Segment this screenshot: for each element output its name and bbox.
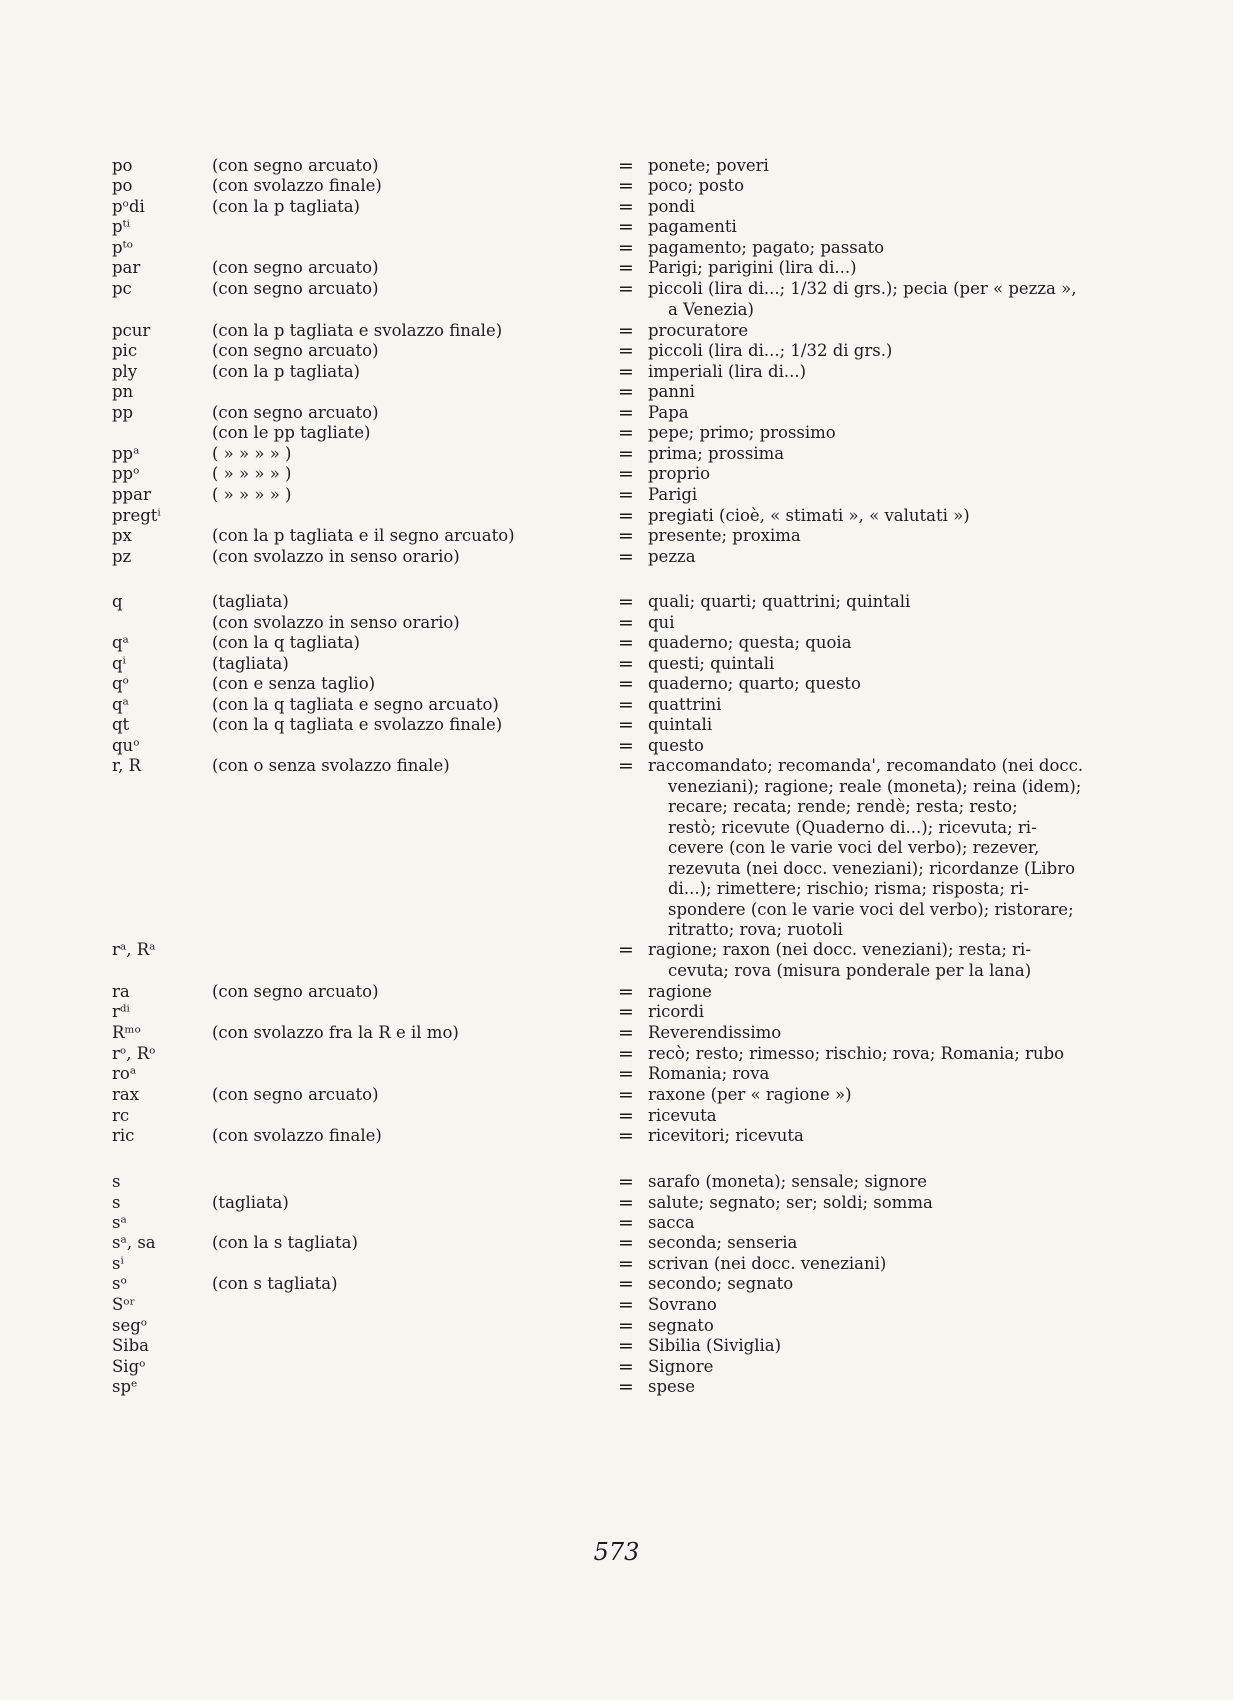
abbreviation-note: (con svolazzo finale): [212, 176, 382, 195]
meaning-continuation-row: [0, 899, 1233, 921]
abbreviation: ric: [112, 1126, 135, 1145]
abbreviation: rc: [112, 1106, 130, 1125]
page-number: 573: [593, 1538, 640, 1566]
equals-sign: =: [618, 422, 634, 444]
abbreviation-note: (tagliata): [212, 592, 289, 611]
entry-row: [0, 278, 1233, 300]
equals-sign: =: [618, 632, 634, 654]
abbreviation-note: ( » » » » ): [212, 464, 292, 483]
abbreviation: Sᵒʳ: [112, 1295, 136, 1314]
entry-row: [0, 1273, 1233, 1295]
abbreviation-note: (con la q tagliata): [212, 633, 360, 652]
entry-row: [0, 422, 1233, 444]
meaning: ragione: [648, 982, 712, 1001]
equals-sign: =: [618, 1294, 634, 1316]
entry-row: [0, 735, 1233, 757]
entry-row: [0, 1043, 1233, 1065]
meaning: Signore: [648, 1357, 714, 1376]
abbreviation-note: (tagliata): [212, 1193, 289, 1212]
meaning-continuation-row: [0, 299, 1233, 321]
meaning: ricordi: [648, 1002, 705, 1021]
abbreviation: rᵃ, Rᵃ: [112, 940, 156, 959]
abbreviation: s: [112, 1172, 121, 1191]
meaning: sacca: [648, 1213, 695, 1232]
abbreviation-note: (con svolazzo finale): [212, 1126, 382, 1145]
entry-row: [0, 546, 1233, 568]
meaning: quali; quarti; quattrini; quintali: [648, 592, 911, 611]
equals-sign: =: [618, 591, 634, 613]
equals-sign: =: [618, 1356, 634, 1378]
abbreviation: sⁱ: [112, 1254, 124, 1273]
meaning: pezza: [648, 547, 696, 566]
meaning-continuation-row: [0, 878, 1233, 900]
meaning-continuation-row: [0, 858, 1233, 880]
abbreviation: sᵃ, sa: [112, 1233, 156, 1252]
abbreviation: rᵈⁱ: [112, 1002, 130, 1021]
abbreviation-note: (con segno arcuato): [212, 403, 379, 422]
entry-row: [0, 755, 1233, 777]
abbreviation: po: [112, 176, 133, 195]
entry-row: [0, 1084, 1233, 1106]
equals-sign: =: [618, 320, 634, 342]
equals-sign: =: [618, 443, 634, 465]
equals-sign: =: [618, 1315, 634, 1337]
meaning: recò; resto; rimesso; rischio; rova; Romania; rubo: [648, 1044, 1065, 1063]
entry-row: [0, 653, 1233, 675]
abbreviation-note: (con segno arcuato): [212, 279, 379, 298]
meaning-continuation-row: [0, 960, 1233, 982]
abbreviation-note: (con svolazzo fra la R e il mo): [212, 1023, 459, 1042]
meaning: Parigi; parigini (lira di...): [648, 258, 857, 277]
abbreviation: qt: [112, 715, 130, 734]
equals-sign: =: [618, 1335, 634, 1357]
meaning: secondo; segnato: [648, 1274, 794, 1293]
meaning-continuation-row: [0, 796, 1233, 818]
meaning: procuratore: [648, 321, 749, 340]
entry-row: [0, 714, 1233, 736]
equals-sign: =: [618, 981, 634, 1003]
abbreviation-note: (con o senza svolazzo finale): [212, 756, 450, 775]
abbreviation-note: (con segno arcuato): [212, 1085, 379, 1104]
abbreviation: pregtⁱ: [112, 506, 161, 525]
equals-sign: =: [618, 1105, 634, 1127]
abbreviation: spᵉ: [112, 1377, 138, 1396]
abbreviation: pn: [112, 382, 134, 401]
entry-row: [0, 1294, 1233, 1316]
entry-row: [0, 1001, 1233, 1023]
equals-sign: =: [618, 525, 634, 547]
equals-sign: =: [618, 1376, 634, 1398]
meaning: sarafo (moneta); sensale; signore: [648, 1172, 927, 1191]
meaning: prima; prossima: [648, 444, 785, 463]
abbreviation-note: (con svolazzo in senso orario): [212, 547, 460, 566]
entry-row: [0, 175, 1233, 197]
meaning-continuation: cevere (con le varie voci del verbo); rezever,: [668, 838, 1040, 857]
equals-sign: =: [618, 1125, 634, 1147]
abbreviation-note: (con la p tagliata e svolazzo finale): [212, 321, 503, 340]
meaning: questo: [648, 736, 704, 755]
meaning-continuation-row: [0, 919, 1233, 941]
entry-row: [0, 1063, 1233, 1085]
abbreviation: Rᵐᵒ: [112, 1023, 141, 1042]
equals-sign: =: [618, 402, 634, 424]
meaning: raccomandato; recomanda', recomandato (nei docc.: [648, 756, 1084, 775]
equals-sign: =: [618, 1022, 634, 1044]
meaning: Papa: [648, 403, 689, 422]
entry-row: [0, 1315, 1233, 1337]
meaning-continuation: di...); rimettere; rischio; risma; risposta; ri-: [668, 879, 1029, 898]
abbreviation: pᵗᵒ: [112, 238, 133, 257]
meaning: panni: [648, 382, 695, 401]
abbreviation: pᵗⁱ: [112, 217, 130, 236]
meaning-continuation: cevuta; rova (misura ponderale per la lana): [668, 960, 1032, 980]
abbreviation: segᵒ: [112, 1316, 148, 1335]
meaning: ponete; poveri: [648, 156, 769, 175]
abbreviation: px: [112, 526, 132, 545]
equals-sign: =: [618, 694, 634, 716]
abbreviation: r, R: [112, 756, 141, 775]
entry-row: [0, 381, 1233, 403]
abbreviation: pc: [112, 279, 132, 298]
abbreviation-note: ( » » » » ): [212, 485, 292, 504]
equals-sign: =: [618, 612, 634, 634]
meaning: seconda; senseria: [648, 1233, 798, 1252]
abbreviation: qᵃ: [112, 695, 129, 714]
equals-sign: =: [618, 237, 634, 259]
entry-row: [0, 1022, 1233, 1044]
abbreviation: q: [112, 592, 123, 611]
abbreviation-note: (con la p tagliata e il segno arcuato): [212, 526, 515, 545]
equals-sign: =: [618, 735, 634, 757]
meaning: spese: [648, 1377, 696, 1396]
meaning: quaderno; quarto; questo: [648, 674, 861, 693]
meaning: Parigi: [648, 485, 698, 504]
equals-sign: =: [618, 755, 634, 777]
entry-row: [0, 402, 1233, 424]
abbreviation: qᵒ: [112, 674, 129, 693]
equals-sign: =: [618, 546, 634, 568]
meaning: Romania; rova: [648, 1064, 770, 1083]
abbreviation: par: [112, 258, 141, 277]
equals-sign: =: [618, 381, 634, 403]
entry-row: [0, 694, 1233, 716]
equals-sign: =: [618, 361, 634, 383]
equals-sign: =: [618, 1084, 634, 1106]
meaning: salute; segnato; ser; soldi; somma: [648, 1193, 933, 1212]
abbreviation-note: (con svolazzo in senso orario): [212, 613, 460, 632]
equals-sign: =: [618, 1212, 634, 1234]
meaning-continuation: spondere (con le varie voci del verbo); ristorare;: [668, 899, 1074, 919]
abbreviation-note: (con le pp tagliate): [212, 423, 371, 442]
equals-sign: =: [618, 340, 634, 362]
entry-row: [0, 196, 1233, 218]
meaning: quintali: [648, 715, 713, 734]
entry-row: [0, 1335, 1233, 1357]
equals-sign: =: [618, 1232, 634, 1254]
entry-row: [0, 525, 1233, 547]
meaning-continuation: rezevuta (nei docc. veneziani); ricordanze (Libro: [668, 858, 1076, 878]
meaning-continuation-row: [0, 817, 1233, 839]
abbreviation: s: [112, 1193, 121, 1212]
entry-row: [0, 484, 1233, 506]
entry-row: [0, 361, 1233, 383]
meaning: Reverendissimo: [648, 1023, 782, 1042]
abbreviation: ply: [112, 362, 138, 381]
equals-sign: =: [618, 1043, 634, 1065]
entry-row: [0, 155, 1233, 177]
meaning: questi; quintali: [648, 654, 775, 673]
meaning: piccoli (lira di...; 1/32 di grs.); pecia (per « pezza »,: [648, 279, 1077, 298]
meaning: pepe; primo; prossimo: [648, 423, 836, 442]
meaning: quattrini: [648, 695, 722, 714]
abbreviation: ppar: [112, 485, 151, 504]
meaning: Sibilia (Siviglia): [648, 1336, 782, 1355]
equals-sign: =: [618, 257, 634, 279]
meaning: ragione; raxon (nei docc. veneziani); resta; ri-: [648, 940, 1031, 959]
equals-sign: =: [618, 175, 634, 197]
entry-row: [0, 1232, 1233, 1254]
abbreviation-note: (con s tagliata): [212, 1274, 338, 1293]
entry-row: [0, 340, 1233, 362]
abbreviation: qᵃ: [112, 633, 129, 652]
meaning-continuation: restò; ricevute (Quaderno di...); ricevuta; ri-: [668, 817, 1037, 837]
equals-sign: =: [618, 1001, 634, 1023]
equals-sign: =: [618, 196, 634, 218]
entry-row: [0, 1253, 1233, 1275]
abbreviation-note: (con la q tagliata e svolazzo finale): [212, 715, 503, 734]
equals-sign: =: [618, 463, 634, 485]
entry-row: [0, 1192, 1233, 1214]
entry-row: [0, 591, 1233, 613]
meaning: ricevitori; ricevuta: [648, 1126, 804, 1145]
meaning-continuation: recare; recata; rende; rendè; resta; resto;: [668, 797, 1018, 816]
abbreviation: Sigᵒ: [112, 1357, 146, 1376]
abbreviation-note: (tagliata): [212, 654, 289, 673]
entry-row: [0, 632, 1233, 654]
meaning: scrivan (nei docc. veneziani): [648, 1254, 887, 1273]
meaning: pregiati (cioè, « stimati », « valutati »): [648, 506, 970, 525]
equals-sign: =: [618, 653, 634, 675]
abbreviation: po: [112, 156, 133, 175]
equals-sign: =: [618, 216, 634, 238]
entry-row: [0, 1125, 1233, 1147]
abbreviation-note: (con segno arcuato): [212, 156, 379, 175]
meaning: qui: [648, 613, 675, 632]
meaning-continuation-row: [0, 837, 1233, 859]
meaning-continuation: a Venezia): [668, 299, 754, 319]
entry-row: [0, 257, 1233, 279]
meaning-continuation: veneziani); ragione; reale (moneta); reina (idem);: [668, 776, 1082, 796]
abbreviation: roᵃ: [112, 1064, 137, 1083]
meaning: proprio: [648, 464, 711, 483]
entry-row: [0, 612, 1233, 634]
abbreviation: quᵒ: [112, 736, 140, 755]
entry-row: [0, 443, 1233, 465]
abbreviation: sᵃ: [112, 1213, 127, 1232]
equals-sign: =: [618, 1192, 634, 1214]
entry-row: [0, 1171, 1233, 1193]
abbreviation: sᵒ: [112, 1274, 127, 1293]
meaning-continuation-row: [0, 776, 1233, 798]
abbreviation: pz: [112, 547, 132, 566]
meaning-continuation: ritratto; rova; ruotoli: [668, 920, 843, 939]
entry-row: [0, 505, 1233, 527]
equals-sign: =: [618, 1063, 634, 1085]
meaning: piccoli (lira di...; 1/32 di grs.): [648, 341, 893, 360]
meaning: pondi: [648, 197, 695, 216]
abbreviation: qⁱ: [112, 654, 126, 673]
equals-sign: =: [618, 939, 634, 961]
equals-sign: =: [618, 1253, 634, 1275]
entry-row: [0, 673, 1233, 695]
abbreviation-note: (con segno arcuato): [212, 982, 379, 1001]
abbreviation: pp: [112, 403, 134, 422]
abbreviation-note: (con segno arcuato): [212, 341, 379, 360]
equals-sign: =: [618, 714, 634, 736]
entry-row: [0, 1212, 1233, 1234]
equals-sign: =: [618, 155, 634, 177]
equals-sign: =: [618, 484, 634, 506]
abbreviation-note: (con la q tagliata e segno arcuato): [212, 695, 499, 714]
entry-row: [0, 216, 1233, 238]
abbreviation-note: (con la p tagliata): [212, 197, 360, 216]
entry-row: [0, 1376, 1233, 1398]
meaning: pagamenti: [648, 217, 737, 236]
abbreviation: rᵒ, Rᵒ: [112, 1044, 156, 1063]
abbreviation: pᵒdi: [112, 197, 145, 216]
entry-row: [0, 463, 1233, 485]
entry-row: [0, 320, 1233, 342]
meaning: Sovrano: [648, 1295, 717, 1314]
equals-sign: =: [618, 673, 634, 695]
meaning: presente; proxima: [648, 526, 801, 545]
meaning: ricevuta: [648, 1106, 717, 1125]
abbreviation-note: (con e senza taglio): [212, 674, 376, 693]
abbreviation: ppᵃ: [112, 444, 140, 463]
equals-sign: =: [618, 1171, 634, 1193]
equals-sign: =: [618, 1273, 634, 1295]
abbreviation: pcur: [112, 321, 151, 340]
entry-row: [0, 981, 1233, 1003]
meaning: imperiali (lira di...): [648, 362, 807, 381]
abbreviation-note: (con la p tagliata): [212, 362, 360, 381]
meaning: quaderno; questa; quoia: [648, 633, 852, 652]
abbreviation: pic: [112, 341, 138, 360]
equals-sign: =: [618, 278, 634, 300]
meaning: pagamento; pagato; passato: [648, 238, 885, 257]
abbreviation: rax: [112, 1085, 140, 1104]
meaning: segnato: [648, 1316, 714, 1335]
entry-row: [0, 939, 1233, 961]
equals-sign: =: [618, 505, 634, 527]
abbreviation: Siba: [112, 1336, 149, 1355]
meaning: poco; posto: [648, 176, 745, 195]
entry-row: [0, 1356, 1233, 1378]
entry-row: [0, 237, 1233, 259]
abbreviation: ppᵒ: [112, 464, 140, 483]
abbreviation: ra: [112, 982, 130, 1001]
abbreviation-note: ( » » » » ): [212, 444, 292, 463]
meaning: raxone (per « ragione »): [648, 1085, 852, 1104]
entry-row: [0, 1105, 1233, 1127]
abbreviation-note: (con segno arcuato): [212, 258, 379, 277]
abbreviation-note: (con la s tagliata): [212, 1233, 358, 1252]
